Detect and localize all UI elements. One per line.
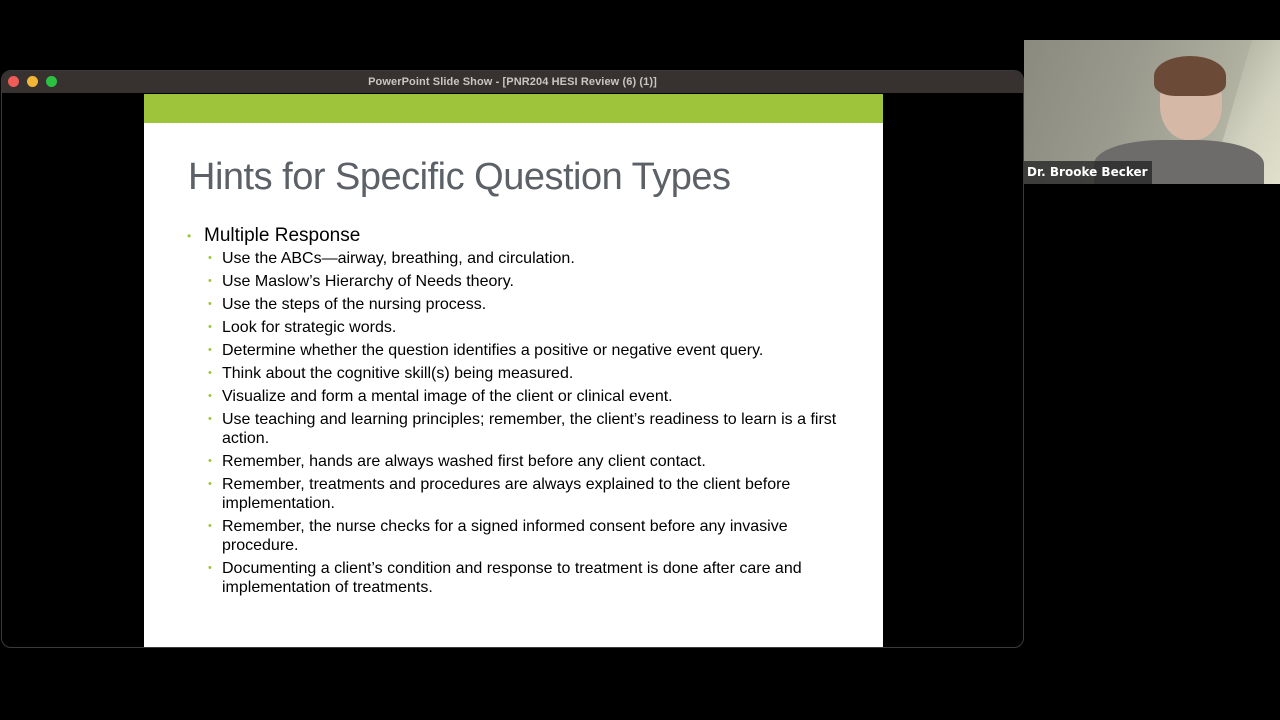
- bullet-icon: •: [208, 413, 212, 425]
- bullet-item: • Remember, treatments and procedures are always explained to the client before implementation.: [208, 476, 791, 512]
- slide[interactable]: [144, 94, 883, 648]
- window-controls: [8, 76, 57, 87]
- participant-video-tile[interactable]: [1024, 40, 1280, 184]
- bullet-icon: •: [208, 520, 212, 532]
- bullet-icon: •: [208, 478, 212, 490]
- bullet-icon: •: [208, 455, 212, 467]
- bullet-item: • Documenting a client’s condition and response to treatment is done after care and implementation of treatments.: [208, 560, 802, 596]
- maximize-window-icon[interactable]: [46, 76, 57, 87]
- window-titlebar[interactable]: [2, 71, 1023, 93]
- slideshow-window: [1, 70, 1024, 648]
- bullet-item: • Think about the cognitive skill(s) being measured.: [208, 365, 574, 382]
- bullet-item: • Look for strategic words.: [208, 319, 397, 336]
- bullet-icon: •: [187, 229, 192, 243]
- bullet-item: • Determine whether the question identifies a positive or negative event query.: [208, 342, 764, 359]
- section-heading: Multiple Response: [204, 225, 361, 246]
- slide-title: Hints for Specific Question Types: [188, 156, 731, 198]
- bullet-item: • Remember, hands are always washed first before any client contact.: [208, 453, 706, 470]
- bullet-icon: •: [208, 390, 212, 402]
- close-window-icon[interactable]: [8, 76, 19, 87]
- bullet-icon: •: [208, 298, 212, 310]
- minimize-window-icon[interactable]: [27, 76, 38, 87]
- bullet-item: • Use Maslow’s Hierarchy of Needs theory.: [208, 273, 514, 290]
- participant-video-hair: [1154, 56, 1226, 96]
- bullet-level1: [186, 224, 846, 248]
- participant-name-label: Dr. Brooke Becker: [1024, 161, 1152, 184]
- bullet-icon: •: [208, 275, 212, 287]
- bullet-item: • Use teaching and learning principles; remember, the client’s readiness to learn is a first action.: [208, 411, 837, 447]
- bullet-icon: •: [208, 344, 212, 356]
- slide-accent-bar: [144, 94, 883, 123]
- bullet-item: • Use the steps of the nursing process.: [208, 296, 487, 313]
- bullet-icon: •: [208, 252, 212, 264]
- bullet-icon: •: [208, 562, 212, 574]
- slide-content: [186, 224, 846, 601]
- bullet-item: • Remember, the nurse checks for a signed informed consent before any invasive procedure.: [208, 518, 788, 554]
- bullet-item: • Visualize and form a mental image of the client or clinical event.: [208, 388, 673, 405]
- bullet-icon: •: [208, 321, 212, 333]
- window-title: PowerPoint Slide Show - [PNR204 HESI Review (6) (1)]: [368, 76, 657, 88]
- bullet-item: • Use the ABCs—airway, breathing, and circulation.: [208, 250, 575, 267]
- bullet-icon: •: [208, 367, 212, 379]
